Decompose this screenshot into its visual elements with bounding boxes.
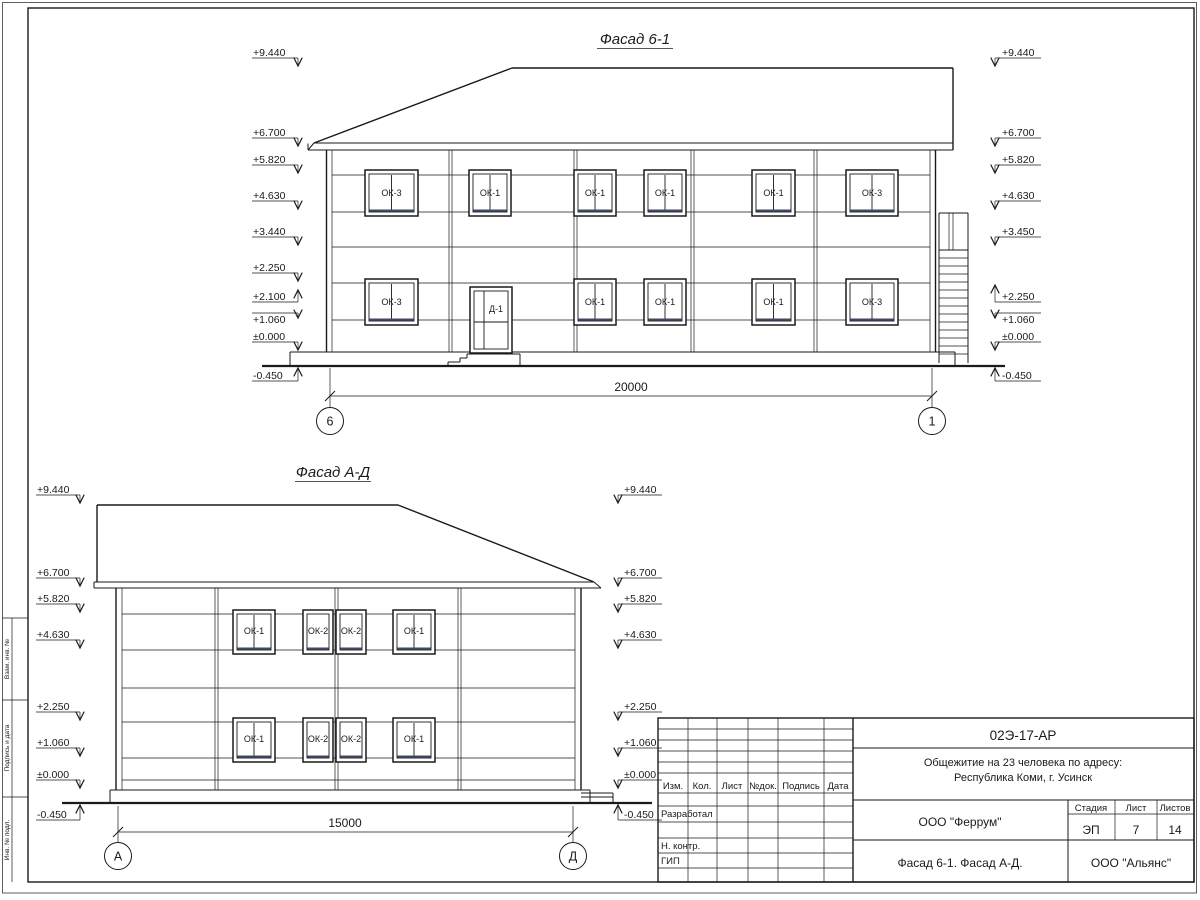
window [303, 610, 333, 654]
elevation-mark [995, 331, 1041, 350]
svg-text:+9.440: +9.440 [37, 484, 70, 496]
facade-6-1-title: Фасад 6-1 [599, 31, 671, 48]
window [469, 170, 511, 216]
dimension-value: 15000 [328, 816, 362, 830]
svg-text:+4.630: +4.630 [37, 629, 70, 641]
axis-bubble-d [560, 843, 587, 870]
window-label: ОК-3 [381, 297, 402, 307]
elevation-mark [252, 47, 298, 66]
elevation-mark [618, 769, 662, 788]
dimension-value: 20000 [614, 380, 648, 394]
svg-text:+9.440: +9.440 [253, 47, 286, 59]
entrance-door [470, 287, 512, 353]
svg-text:+5.820: +5.820 [37, 593, 70, 605]
svg-text:±0.000: ±0.000 [37, 769, 70, 781]
plinth [62, 790, 652, 803]
svg-text:+9.440: +9.440 [624, 484, 657, 496]
window-label: ОК-2 [307, 734, 329, 744]
elevation-mark [252, 226, 298, 245]
elevation-mark [36, 567, 80, 586]
side-label: Инв. № подл. [4, 819, 11, 861]
svg-text:-0.450: -0.450 [624, 809, 654, 821]
title-block [658, 718, 1194, 882]
svg-text:+5.820: +5.820 [624, 593, 657, 605]
elevation-mark [995, 127, 1041, 146]
door-label: Д-1 [488, 304, 504, 314]
elevation-marks-left [36, 484, 80, 821]
svg-text:+5.820: +5.820 [1002, 154, 1035, 166]
facade-6-1 [252, 31, 1041, 435]
elevation-mark [252, 190, 298, 209]
role-label: Разработал [661, 809, 713, 820]
column-header: Изм. [662, 781, 684, 792]
svg-text:+3.450: +3.450 [1002, 226, 1035, 238]
elevation-mark [252, 368, 298, 382]
window [752, 170, 795, 216]
svg-text:±0.000: ±0.000 [253, 331, 286, 343]
window [644, 279, 686, 325]
roof [94, 505, 601, 588]
frame-side-label-vzam [4, 639, 11, 679]
svg-text:+5.820: +5.820 [253, 154, 286, 166]
axis-label: А [113, 849, 123, 864]
column-header: Подпись [782, 781, 820, 792]
column-header: Дата [827, 781, 849, 792]
elevation-mark [995, 368, 1041, 382]
elevation-mark [252, 290, 298, 303]
svg-text:+6.700: +6.700 [624, 567, 657, 579]
stage-value: ЭП [1082, 823, 1100, 837]
sheet-number: 7 [1132, 823, 1140, 837]
window [846, 279, 898, 325]
svg-text:-0.450: -0.450 [253, 370, 283, 382]
elevation-mark [618, 805, 662, 821]
elevation-mark [36, 484, 80, 503]
svg-text:+1.060: +1.060 [624, 737, 657, 749]
window-label: ОК-1 [763, 297, 784, 307]
elevation-mark [36, 629, 80, 648]
window-label: ОК-1 [403, 734, 425, 744]
window [574, 279, 616, 325]
contractor-org: ООО "Альянс" [1090, 856, 1172, 870]
plinth [262, 352, 1005, 366]
window [336, 718, 366, 762]
elevation-marks-right [995, 47, 1041, 382]
column-header: Кол. [692, 781, 712, 792]
elevation-mark [36, 737, 80, 756]
svg-text:+9.440: +9.440 [1002, 47, 1035, 59]
elevation-mark [618, 567, 662, 586]
axis-label: 6 [326, 414, 334, 429]
elevation-marks-left [252, 47, 298, 382]
svg-text:-0.450: -0.450 [37, 809, 67, 821]
window-label: ОК-1 [763, 188, 784, 198]
window-label: ОК-1 [584, 297, 606, 307]
axis-bubble-6 [317, 408, 344, 435]
frame-side-label-podpis [4, 724, 11, 771]
window [365, 170, 418, 216]
facade-a-d [36, 464, 662, 870]
svg-text:+2.250: +2.250 [624, 701, 657, 713]
svg-text:+6.700: +6.700 [37, 567, 70, 579]
window-label: ОК-1 [243, 626, 265, 636]
elevation-mark [618, 593, 662, 612]
elevation-mark [252, 154, 298, 173]
window [303, 718, 333, 762]
window-label: ОК-3 [861, 188, 883, 198]
axis-label: Д [568, 849, 578, 864]
frame-side-label-inv [4, 820, 11, 861]
side-label: Подпись и дата [4, 724, 11, 772]
window-label: ОК-3 [381, 188, 402, 198]
elevation-mark [36, 701, 80, 720]
axis-label: 1 [928, 414, 936, 429]
project-name-line2: Республика Коми, г. Усинск [953, 772, 1093, 784]
column-header: Лист [721, 781, 743, 792]
svg-text:±0.000: ±0.000 [624, 769, 657, 781]
dimension-15000 [113, 806, 578, 843]
window-label: ОК-1 [479, 188, 501, 198]
window [233, 610, 275, 654]
window-label: ОК-2 [340, 734, 362, 744]
window [365, 279, 418, 325]
elevation-mark [995, 47, 1041, 66]
svg-text:+6.700: +6.700 [1002, 127, 1035, 139]
elevation-mark [618, 737, 662, 756]
window [393, 718, 435, 762]
elevation-marks-right [618, 484, 662, 821]
svg-text:+1.060: +1.060 [1002, 314, 1035, 326]
svg-text:+2.250: +2.250 [253, 262, 286, 274]
svg-text:+4.630: +4.630 [1002, 190, 1035, 202]
window-label: ОК-2 [307, 626, 329, 636]
window [336, 610, 366, 654]
dimension-20000 [325, 368, 937, 408]
side-label: Взам. инв. № [4, 638, 11, 680]
elevation-mark [995, 226, 1041, 245]
axis-bubble-1 [919, 408, 946, 435]
window [574, 170, 616, 216]
roof [308, 68, 953, 150]
elevation-mark [618, 629, 662, 648]
drawing-title: Фасад 6-1. Фасад А-Д. [897, 856, 1023, 870]
window-label: ОК-1 [584, 188, 606, 198]
window-label: ОК-1 [403, 626, 425, 636]
window [393, 610, 435, 654]
elevation-mark [36, 805, 80, 821]
svg-text:+2.250: +2.250 [37, 701, 70, 713]
svg-text:±0.000: ±0.000 [1002, 331, 1035, 343]
elevation-mark [252, 127, 298, 146]
window-label: ОК-1 [654, 188, 676, 198]
role-label: ГИП [661, 856, 680, 867]
elevation-mark [252, 313, 298, 326]
window-label: ОК-3 [861, 297, 883, 307]
axis-bubble-a [105, 843, 132, 870]
svg-text:+1.060: +1.060 [253, 314, 286, 326]
window-label: ОК-1 [243, 734, 265, 744]
sheets-header: Листов [1159, 803, 1191, 814]
svg-text:+4.630: +4.630 [624, 629, 657, 641]
window-label: ОК-2 [340, 626, 362, 636]
stage-header: Стадия [1074, 803, 1108, 814]
elevation-mark [36, 593, 80, 612]
elevation-mark [995, 285, 1041, 303]
elevation-mark [995, 313, 1041, 326]
svg-text:+4.630: +4.630 [253, 190, 286, 202]
doc-number: 02Э-17-АР [989, 728, 1057, 743]
elevation-mark [252, 262, 298, 281]
role-label: Н. контр. [661, 841, 701, 852]
column-header: №док. [749, 781, 777, 792]
elevation-mark [618, 484, 662, 503]
svg-text:+1.060: +1.060 [37, 737, 70, 749]
svg-text:+6.700: +6.700 [253, 127, 286, 139]
svg-text:+3.440: +3.440 [253, 226, 286, 238]
svg-text:+2.100: +2.100 [253, 291, 286, 303]
elevation-mark [995, 190, 1041, 209]
facade-a-d-title: Фасад А-Д [295, 464, 371, 481]
elevation-mark [618, 701, 662, 720]
svg-text:+2.250: +2.250 [1002, 291, 1035, 303]
svg-text:-0.450: -0.450 [1002, 370, 1032, 382]
window-label: ОК-1 [654, 297, 676, 307]
window [752, 279, 795, 325]
sheets-total: 14 [1168, 823, 1182, 837]
designer-org: ООО "Феррум" [918, 815, 1002, 829]
project-name-line1: Общежитие на 23 человека по адресу: [923, 757, 1123, 769]
window [644, 170, 686, 216]
window [846, 170, 898, 216]
elevation-mark [995, 154, 1041, 173]
elevation-mark [252, 331, 298, 350]
fire-escape-ladder [939, 213, 968, 363]
sheet-header: Лист [1125, 803, 1147, 814]
elevation-mark [36, 769, 80, 788]
window [233, 718, 275, 762]
